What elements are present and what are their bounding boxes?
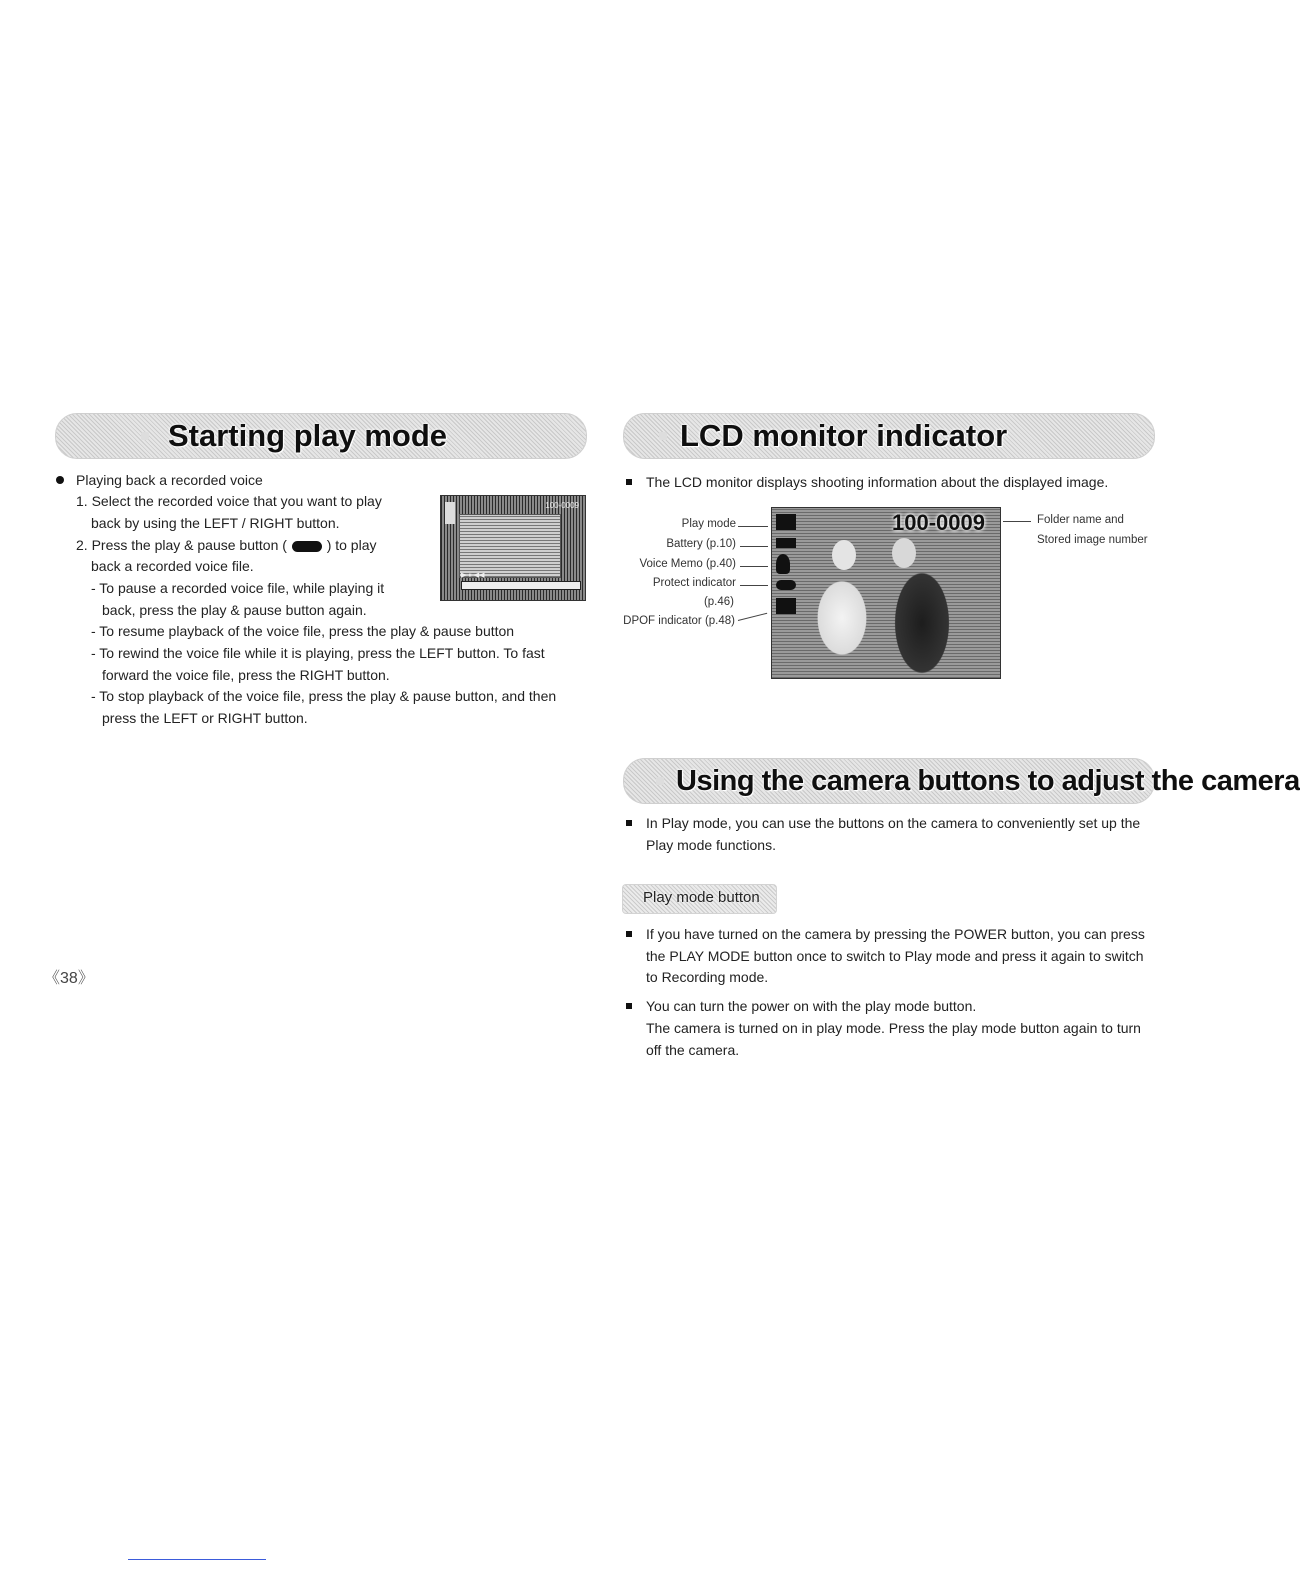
play-pause-icon xyxy=(292,541,322,552)
leader-line xyxy=(740,585,768,586)
playback-controls-icon: ▶ ⏸ ◀◀ xyxy=(461,572,485,579)
header-ornament xyxy=(141,432,149,440)
step-1-line-2: back by using the LEFT / RIGHT button. xyxy=(91,515,340,531)
label-dpof-indicator: DPOF indicator (p.48) xyxy=(623,615,735,627)
rewind-line-1: - To rewind the voice file while it is playing, press the LEFT button. To fast xyxy=(91,645,545,661)
protect-key-icon xyxy=(776,580,796,590)
resume-line: - To resume playback of the voice file, press the play & pause button xyxy=(91,623,515,639)
header-ornament xyxy=(659,432,667,440)
leader-line xyxy=(738,526,768,527)
section-header-lcd-monitor-indicator xyxy=(623,413,1155,459)
footer-rule xyxy=(128,1559,266,1560)
leader-line xyxy=(738,613,767,621)
step-2-line-2: back a recorded voice file. xyxy=(91,558,254,574)
section-header-starting-play-mode xyxy=(55,413,587,459)
play-mode-icon xyxy=(445,502,455,524)
page-bracket-right: 》 xyxy=(77,970,94,987)
label-protect-indicator: Protect indicator xyxy=(652,577,736,589)
thumbnail-file-number: 100-0009 xyxy=(545,501,579,510)
stop-line-1: - To stop playback of the voice file, press the play & pause button, and then xyxy=(91,688,557,704)
lcd-file-number: 100-0009 xyxy=(892,510,985,535)
header-ornament xyxy=(656,777,664,785)
leader-line xyxy=(740,546,768,547)
dpof-printer-icon xyxy=(776,598,796,614)
step-2-text-a: 2. Press the play & pause button ( xyxy=(76,537,287,553)
label-protect-page: (p.46) xyxy=(703,596,734,608)
photo-subject-groom xyxy=(892,538,916,568)
play-mode-icon xyxy=(776,514,796,530)
section-header-using-camera-buttons xyxy=(623,758,1300,804)
subheading-play-mode-button xyxy=(622,884,777,914)
page-bracket-left: 《 xyxy=(44,970,61,987)
playback-progress-bar xyxy=(461,581,581,590)
step-2-line-1 xyxy=(76,535,377,556)
play-mode-para-2-line-1: You can turn the power on with the play mode button. xyxy=(646,996,976,1017)
battery-icon xyxy=(776,538,796,548)
label-play-mode: Play mode xyxy=(681,518,736,530)
rewind-line-2: forward the voice file, press the RIGHT button. xyxy=(102,667,390,683)
intro-text: Playing back a recorded voice xyxy=(76,470,263,491)
photo-subject-bride xyxy=(832,540,856,570)
play-mode-para-1-line-2: the PLAY MODE button once to switch to Play mode and press it again to switch xyxy=(646,948,1144,964)
play-mode-para-1-line-1: If you have turned on the camera by pressing the POWER button, you can press xyxy=(646,924,1145,945)
leader-line xyxy=(740,566,768,567)
voice-playback-screen-image xyxy=(440,495,586,601)
voice-memo-graphic xyxy=(459,514,561,578)
buttons-intro-line-1: In Play mode, you can use the buttons on the camera to conveniently set up the xyxy=(646,813,1140,834)
label-stored-image-number: Stored image number xyxy=(1037,534,1148,546)
play-mode-para-1-line-3: to Recording mode. xyxy=(646,969,769,985)
play-mode-para-2-line-3: off the camera. xyxy=(646,1042,740,1058)
play-mode-para-2-line-2: The camera is turned on in play mode. Press the play mode button again to turn xyxy=(646,1020,1141,1036)
label-voice-memo: Voice Memo (p.40) xyxy=(639,558,736,570)
buttons-intro-line-2: Play mode functions. xyxy=(646,837,776,853)
page-number xyxy=(44,965,94,988)
pause-line-2: back, press the play & pause button again. xyxy=(102,602,367,618)
voice-memo-icon xyxy=(776,554,790,574)
label-battery: Battery (p.10) xyxy=(666,538,736,550)
lcd-monitor-image xyxy=(771,507,1001,679)
leader-line xyxy=(1003,521,1031,522)
pause-line-1: - To pause a recorded voice file, while playing it xyxy=(91,580,385,596)
page-number-value: 38 xyxy=(60,970,78,987)
step-1-line-1: 1. Select the recorded voice that you want to play xyxy=(76,493,382,509)
stop-line-2: press the LEFT or RIGHT button. xyxy=(102,710,308,726)
label-folder-name: Folder name and xyxy=(1037,514,1124,526)
section-title: LCD monitor indicator xyxy=(680,418,1008,453)
lcd-intro-text: The LCD monitor displays shooting information about the displayed image. xyxy=(646,472,1108,493)
section-title: Starting play mode xyxy=(168,418,448,453)
section-title: Using the camera buttons to adjust the camera xyxy=(676,765,1300,797)
subheading-text: Play mode button xyxy=(643,889,760,906)
step-2-text-b: ) to play xyxy=(326,537,377,553)
